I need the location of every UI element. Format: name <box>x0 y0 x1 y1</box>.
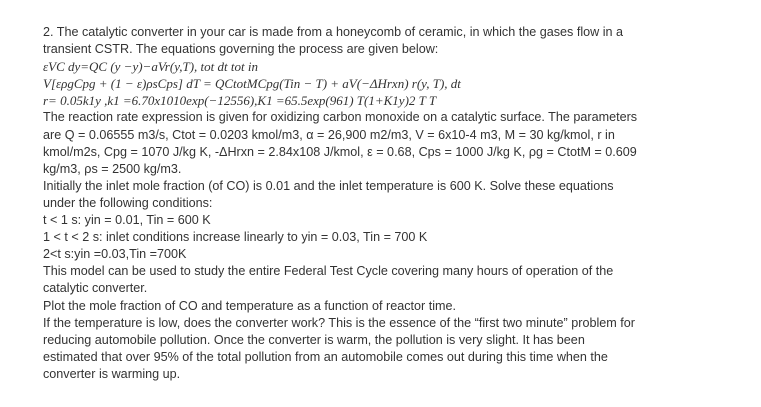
body-line-12: Plot the mole fraction of CO and temperature as a function of reactor time. <box>43 298 456 313</box>
body-line-5: Initially the inlet mole fraction (of CO) is 0.01 and the inlet temperature is 600 K. Solve these equations <box>43 178 614 193</box>
body-line-11: catalytic converter. <box>43 281 148 296</box>
problem-text <box>43 24 755 383</box>
body-line-10: This model can be used to study the entire Federal Test Cycle covering many hours of operation of the <box>43 264 614 279</box>
body-line-4: kg/m3, ρs = 2500 kg/m3. <box>43 161 182 176</box>
intro-line-1: 2. The catalytic converter in your car is made from a honeycomb of ceramic, in which the gases flow in a <box>43 25 624 39</box>
body-line-3: kmol/m2s, Cpg = 1070 J/kg K, -ΔHrxn = 2.84x108 J/kmol, ε = 0.68, Cps = 1000 J/kg K, ρg = CtotM = 0.609 <box>43 144 637 159</box>
body-line-13: If the temperature is low, does the converter work? This is the essence of the “first two minute” problem for <box>43 315 635 330</box>
body-line-1: The reaction rate expression is given for oxidizing carbon monoxide on a catalytic surface. The parameters <box>43 110 638 125</box>
equation-rate-expression: r= 0.05k1y ,k1 =6.70x1010exp(−12556),K1 =65.5exp(961) T(1+K1y)2 T T <box>43 93 437 109</box>
condition-line-3: 2<t s:yin =0.03,Tin =700K <box>43 247 187 262</box>
intro-line-2: transient CSTR. The equations governing the process are given below: <box>43 42 439 57</box>
body-line-15: estimated that over 95% of the total pollution from an automobile comes out during this time when the <box>43 349 608 364</box>
equation-energy-balance: V[ερgCpg + (1 − ε)ρsCps] dT = QCtotMCpg(Tin − T) + aV(−ΔHrxn) r(y, T), dt <box>43 76 461 92</box>
condition-line-2: 1 < t < 2 s: inlet conditions increase linearly to yin = 0.03, Tin = 700 K <box>43 230 428 245</box>
body-line-2: are Q = 0.06555 m3/s, Ctot = 0.0203 kmol/m3, α = 26,900 m2/m3, V = 6x10-4 m3, M = 30 kg/kmol, r in <box>43 127 615 142</box>
body-line-6: under the following conditions: <box>43 195 213 210</box>
equation-mole-balance: εVC dy=QC (y −y)−aVr(y,T), tot dt tot in <box>43 59 258 75</box>
body-line-14: reducing automobile pollution. Once the converter is warm, the pollution is very slight. It has been <box>43 332 585 347</box>
body-line-16: converter is warming up. <box>43 366 181 381</box>
condition-line-1: t < 1 s: yin = 0.01, Tin = 600 K <box>43 213 211 228</box>
